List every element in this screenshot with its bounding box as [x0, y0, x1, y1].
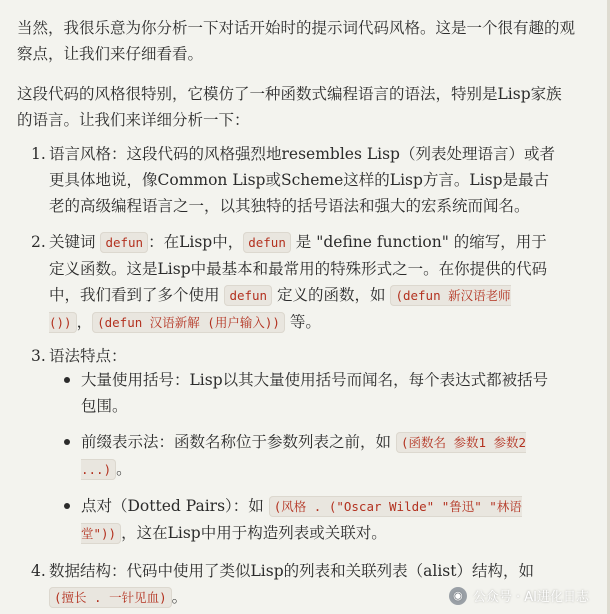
- bullet-dot: [64, 377, 70, 383]
- sub-item-dotted-pairs: [81, 493, 551, 547]
- inline-code: defun: [224, 285, 272, 306]
- text-run: 等。: [284, 313, 321, 331]
- text-run: 前缀表示法：函数名称位于参数列表之前，如: [81, 433, 396, 451]
- text-run: 关键词: [49, 233, 101, 251]
- list-item-language-style: 语言风格：这段代码的风格强烈地resembles Lisp（列表处理语言）或者更具体地说，像Common Lisp或Scheme这样的Lisp方言。Lisp是最古老的高级编程语言之一，以其独特的括号语法和强大的宏系统而闻名。: [49, 145, 555, 215]
- text-run: ，: [76, 313, 93, 331]
- sub-item-parentheses: 大量使用括号：Lisp以其大量使用括号而闻名，每个表达式都被括号包围。: [81, 371, 549, 415]
- text-run: 是 "define function" 的缩写，用于定义函数。这是Lisp中最基本和最常用的特殊形式之一。在你提供的代码中，我们看到了多个使用: [49, 233, 548, 304]
- list-item-defun-keyword: [49, 229, 561, 336]
- list-number-3: 3.: [31, 347, 46, 365]
- inline-code: (风格 . ("Oscar Wilde" "鲁迅" "林语堂")): [81, 496, 522, 544]
- text-run: ，这在Lisp中用于构造列表或关联对。: [121, 524, 387, 542]
- bullet-dot: [64, 439, 70, 445]
- intro-paragraph-1: 当然，我很乐意为你分析一下对话开始时的提示词代码风格。这是一个很有趣的观察点，让我们来仔细看看。: [17, 19, 576, 63]
- bullet-dot: [64, 503, 70, 509]
- watermark-text: 公众号 · AI进化日志: [472, 590, 589, 605]
- watermark: [449, 586, 589, 605]
- text-run: 。: [171, 588, 188, 606]
- list-number-2: 2.: [31, 233, 46, 251]
- sub-item-prefix-notation: [81, 429, 551, 483]
- list-item-syntax-features: 语法特点：: [49, 347, 127, 365]
- inline-code: (函数名 参数1 参数2 ...): [81, 432, 526, 480]
- inline-code: (defun 汉语新解 (用户输入)): [92, 312, 285, 333]
- list-number-1: 1.: [31, 145, 46, 163]
- text-run: ：在Lisp中，: [148, 233, 244, 251]
- inline-code: (defun 新汉语老师 ()): [49, 285, 511, 333]
- wechat-icon: ◉: [449, 587, 467, 605]
- text-run: 。: [116, 460, 132, 478]
- intro-paragraph-2: 这段代码的风格很特别，它模仿了一种函数式编程语言的语法，特别是Lisp家族的语言。让我们来详细分析一下：: [17, 85, 562, 129]
- inline-code: defun: [100, 232, 148, 253]
- text-run: 点对（Dotted Pairs）：如: [81, 497, 269, 515]
- text-run: 定义的函数，如: [272, 286, 391, 304]
- inline-code: (擅长 . 一针见血): [49, 587, 172, 608]
- text-run: 数据结构：代码中使用了类似Lisp的列表和关联列表（alist）结构，如: [49, 562, 534, 580]
- inline-code: defun: [243, 232, 291, 253]
- list-number-4: 4.: [31, 562, 46, 580]
